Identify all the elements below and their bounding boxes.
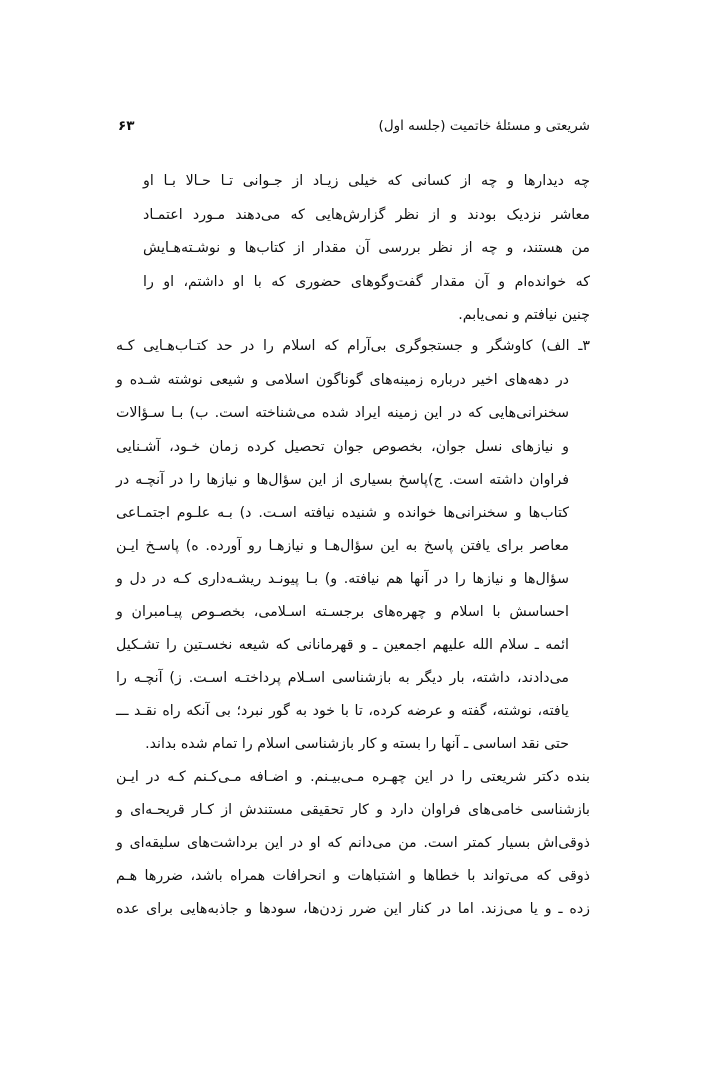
page-header <box>118 118 590 144</box>
text-line: کتاب‌ها و سخنرانی‌ها خوانده و شنیده نیافته اسـت. د) بـه علـوم اجتمـاعی <box>116 505 569 521</box>
text-line: که خوانده‌ام و آن مقدار گفت‌وگوهای حضوری که با او داشتم، او را <box>143 274 590 290</box>
text-line: ذوقی‌اش بسیار کمتر است. من می‌دانم که او در این برداشت‌های سلیقه‌ای و <box>116 835 590 851</box>
text-line: من هستند، و چه از نظر بررسی آن مقدار از کتاب‌ها و نوشـته‌هـایش <box>143 240 590 256</box>
text-line: معاشر نزدیک بودند و از نظر گزارش‌هایی که می‌دهند مـورد اعتمـاد <box>143 207 590 223</box>
text-line: حتی نقد اساسی ـ آنها را بسته و کار بازشناسی اسلام را تمام شده بداند. <box>145 736 569 752</box>
text-line: بنده دکتر شریعتی را در این چهـره مـی‌بیـنم. و اضـافه مـی‌کـنم کـه در ایـن <box>116 769 590 785</box>
text-line: و نیازهای نسل جوان، بخصوص جوان تحصیل کرده زمان خـود، آشـنایی <box>116 439 569 455</box>
text-line: چنین نیافتم و نمی‌یابم. <box>458 307 590 323</box>
text-line: در دهه‌های اخیر درباره زمینه‌های گوناگون اسلامی و شیعی نوشته شـده و <box>116 372 569 388</box>
text-line: ائمه ـ سلام الله علیهم اجمعین ـ و قهرمانانی که شیعه نخسـتین را تشـکیل <box>116 637 569 653</box>
text-line: معاصر برای یافتن پاسخ به این سؤال‌هـا و نیازهـا رو آورده. ه) پاسـخ ایـن <box>116 538 569 554</box>
page-number: ۶۳ <box>118 118 135 134</box>
running-title: شریعتی و مسئلهٔ خاتمیت (جلسه اول) <box>378 118 590 134</box>
text-line: بازشناسی خامی‌های فراوان دارد و کار تحقیقی مستندش از کـار قریحـه‌ای و <box>116 802 590 818</box>
text-line: می‌دادند، داشته، بار دیگر به بازشناسی اسـلام پرداختـه اسـت. ز) آنچـه را <box>116 670 569 686</box>
text-line: زده ـ و یا می‌زند. اما در کنار این ضرر زدن‌ها، سودها و جاذبه‌هایی برای عده <box>116 901 590 917</box>
text-line: یافته، نوشته، گفته و عرضه کرده، تا با خود به گور نبرد؛ بی آنکه راه نقـد ـــ <box>116 703 569 719</box>
text-line: فراوان داشته است. ج)پاسخ بسیاری از این سؤال‌ها و نیازها را در آنچـه در <box>116 472 569 488</box>
text-line: سخنرانی‌هایی که در این زمینه ایراد شده می‌شناخته است. ب) بـا سـؤالات <box>116 405 569 421</box>
text-line: چه دیدارها و چه از کسانی که خیلی زیـاد از جـوانی تـا حـالا بـا او <box>143 173 590 189</box>
text-line: سؤال‌ها و نیازها را در آنها هم نیافته. و) بـا پیونـد ریشـه‌داری کـه در دل و <box>116 571 569 587</box>
text-line: احساسش با اسلام و چهره‌های برجسـته اسـلامی، بخصـوص پیـامبران و <box>116 604 569 620</box>
text-line: ۳ـ الف) کاوشگر و جستجوگری بی‌آرام که اسلام را در حد کتـاب‌هـایی کـه <box>116 338 590 354</box>
text-line: ذوقی که می‌تواند با خطاها و اشتباهات و انحرافات همراه باشد، ضررها هـم <box>116 868 590 884</box>
